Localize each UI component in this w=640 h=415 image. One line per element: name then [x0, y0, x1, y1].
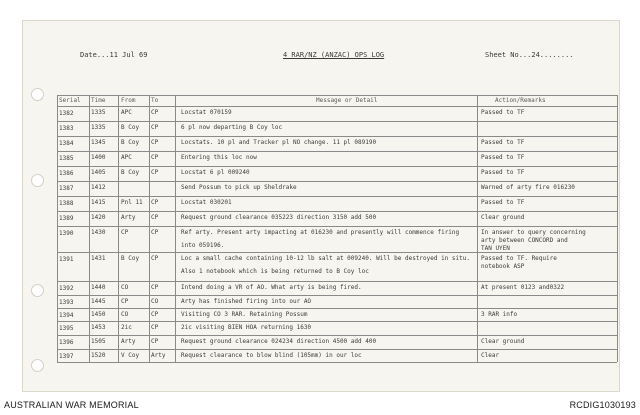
row-rule: [57, 211, 617, 212]
row-to: CP: [151, 139, 159, 146]
column-header: Message or Detail: [316, 97, 378, 104]
row-to: CP: [151, 311, 159, 318]
row-serial: 1393: [59, 299, 74, 306]
punch-hole: [31, 88, 44, 101]
row-remarks: Clear ground: [481, 214, 525, 221]
row-remarks: At present 0123 and0322: [481, 284, 565, 291]
punch-hole: [31, 359, 44, 372]
row-detail: Intend doing a VR of AO. What arty is being fired.: [181, 284, 362, 291]
row-from: Arty: [121, 338, 136, 345]
row-serial: 1389: [59, 215, 74, 222]
row-detail: Ref arty. Present arty impacting at 016230 and presently will commence firing: [181, 229, 460, 236]
row-rule: [57, 349, 617, 350]
row-from: B Coy: [121, 255, 140, 262]
row-time: 1450: [91, 311, 106, 318]
column-header: Time: [91, 97, 106, 104]
row-from: V Coy: [121, 352, 140, 359]
row-to: Arty: [151, 352, 166, 359]
row-from: CO: [121, 311, 129, 318]
row-to: CP: [151, 338, 159, 345]
row-remarks: Passed to TF: [481, 199, 525, 206]
row-rule: [57, 181, 617, 182]
row-rule: [57, 121, 617, 122]
row-detail: Locstat 6 pl 009240: [181, 169, 250, 176]
row-remarks: Passed to TF: [481, 139, 525, 146]
record-id: RCDIG1030193: [569, 400, 636, 410]
row-detail: Entering this loc now: [181, 154, 257, 161]
row-from: B Coy: [121, 124, 140, 131]
row-rule: [57, 362, 617, 363]
row-to: CP: [151, 154, 159, 161]
row-detail: into 059196.: [181, 242, 225, 249]
row-detail: Send Possum to pick up Sheldrake: [181, 184, 297, 191]
row-detail: 2ic visiting BIEN HOA returning 1630: [181, 324, 312, 331]
row-remarks: Warned of arty fire 016230: [481, 184, 575, 191]
row-rule: [57, 321, 617, 322]
row-to: CP: [151, 284, 159, 291]
row-serial: 1385: [59, 155, 74, 162]
row-serial: 1387: [59, 185, 74, 192]
row-detail: Request clearance to blow blind (105mm) in our loc: [181, 352, 362, 359]
row-to: CP: [151, 109, 159, 116]
row-remarks: arty between CONCORD and: [481, 237, 568, 244]
column-header: From: [121, 97, 136, 104]
row-rule: [57, 196, 617, 197]
row-from: B Coy: [121, 169, 140, 176]
row-time: 1431: [91, 255, 106, 262]
row-serial: 1397: [59, 353, 74, 360]
column-header: To: [151, 97, 159, 104]
row-time: 1405: [91, 169, 106, 176]
row-remarks: In answer to query concerning: [481, 229, 586, 236]
row-rule: [57, 166, 617, 167]
row-from: APC: [121, 154, 132, 161]
row-from: 2ic: [121, 324, 132, 331]
row-detail: Loc a small cache containing 10-12 lb salt at 009240. Will be destroyed in situ.: [181, 255, 470, 262]
row-time: 1440: [91, 284, 106, 291]
log-date: Date...11 Jul 69: [80, 51, 148, 59]
column-rule: [617, 95, 618, 362]
column-header: Action/Remarks: [495, 97, 546, 104]
row-remarks: Passed to TF: [481, 109, 525, 116]
row-serial: 1386: [59, 170, 74, 177]
row-rule: [57, 151, 617, 152]
row-time: 1335: [91, 109, 106, 116]
row-time: 1445: [91, 298, 106, 305]
row-serial: 1392: [59, 285, 74, 292]
row-remarks: notebook ASP: [481, 263, 525, 270]
row-from: CP: [121, 298, 129, 305]
row-from: CO: [121, 284, 129, 291]
row-serial: 1394: [59, 312, 74, 319]
row-to: CP: [151, 169, 159, 176]
row-rule: [57, 252, 617, 253]
row-rule: [57, 95, 617, 96]
row-rule: [57, 295, 617, 296]
row-time: 1520: [91, 352, 106, 359]
row-rule: [57, 226, 617, 227]
row-serial: 1390: [59, 230, 74, 237]
row-to: CP: [151, 214, 159, 221]
row-serial: 1388: [59, 200, 74, 207]
row-detail: Locstats. 10 pl and Tracker pl NO change. 11 pl 089190: [181, 139, 377, 146]
row-time: 1505: [91, 338, 106, 345]
row-to: CP: [151, 229, 159, 236]
row-from: APC: [121, 109, 132, 116]
row-remarks: Passed to TF: [481, 169, 525, 176]
row-time: 1412: [91, 184, 106, 191]
row-time: 1400: [91, 154, 106, 161]
archive-credit: AUSTRALIAN WAR MEMORIAL: [4, 400, 139, 410]
row-from: CP: [121, 229, 129, 236]
row-remarks: Clear: [481, 352, 500, 359]
row-remarks: Passed to TF. Require: [481, 255, 557, 262]
row-rule: [57, 106, 617, 107]
row-to: CP: [151, 124, 159, 131]
row-rule: [57, 335, 617, 336]
row-remarks: Passed to TF: [481, 154, 525, 161]
row-rule: [57, 308, 617, 309]
row-serial: 1382: [59, 110, 74, 117]
row-serial: 1383: [59, 125, 74, 132]
row-time: 1420: [91, 214, 106, 221]
row-to: CP: [151, 199, 159, 206]
row-from: Arty: [121, 214, 136, 221]
row-from: Pnl 11: [121, 199, 143, 206]
sheet-number: Sheet No...24........: [485, 51, 574, 59]
punch-hole: [31, 284, 44, 297]
row-detail: Request ground clearance 035223 direction 3150 add 500: [181, 214, 377, 221]
row-to: CO: [151, 298, 159, 305]
row-time: 1453: [91, 324, 106, 331]
row-detail: Locstat 070159: [181, 109, 232, 116]
row-serial: 1396: [59, 339, 74, 346]
row-to: CP: [151, 255, 159, 262]
column-header: Serial: [59, 97, 81, 104]
row-detail: 6 pl now departing B Coy loc: [181, 124, 283, 131]
row-detail: Locstat 030201: [181, 199, 232, 206]
log-title: 4 RAR/NZ (ANZAC) OPS LOG: [283, 51, 385, 59]
row-time: 1415: [91, 199, 106, 206]
row-time: 1335: [91, 124, 106, 131]
row-rule: [57, 281, 617, 282]
row-rule: [57, 136, 617, 137]
row-to: CP: [151, 324, 159, 331]
row-remarks: Clear ground: [481, 338, 525, 345]
row-detail: Also 1 notebook which is being returned to B Coy loc: [181, 268, 369, 275]
ops-log-table: [57, 95, 617, 362]
row-time: 1345: [91, 139, 106, 146]
row-serial: 1384: [59, 140, 74, 147]
row-detail: Visiting CO 3 RAR. Retaining Possum: [181, 311, 308, 318]
row-detail: Request ground clearance 024234 direction 4500 add 400: [181, 338, 377, 345]
punch-hole: [31, 174, 44, 187]
row-serial: 1391: [59, 256, 74, 263]
row-remarks: TAN UYEN: [481, 245, 510, 252]
row-from: B Coy: [121, 139, 140, 146]
row-time: 1430: [91, 229, 106, 236]
row-remarks: 3 RAR info: [481, 311, 518, 318]
row-serial: 1395: [59, 325, 74, 332]
row-detail: Arty has finished firing into our AO: [181, 298, 312, 305]
